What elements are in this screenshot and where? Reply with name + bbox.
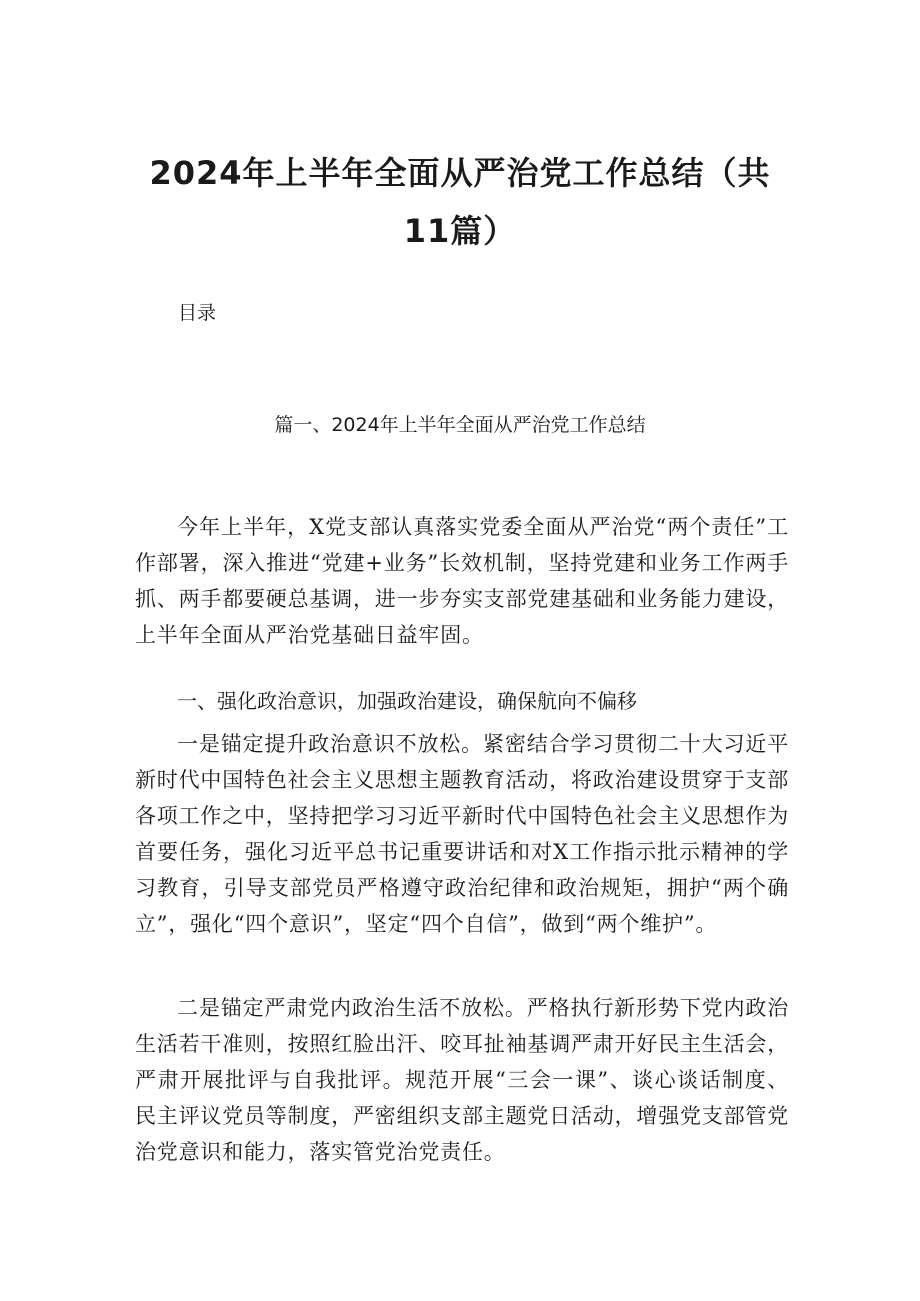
subheading-political-awareness: 一、强化政治意识，加强政治建设，确保航向不偏移 [177,689,637,713]
table-of-contents-label: 目录 [178,302,217,324]
document-title-line-2: 11篇） [403,212,517,250]
intro-paragraph: 今年上半年，X党支部认真落实党委全面从严治党“两个责任”工作部署，深入推进“党建+业务”长效机制，坚持党建和业务工作两手抓、两手都要硬总基调，进一步夯实支部党建基础和业务能力建设，上半年全面从严治党基础日益牢固。 [135,515,789,647]
section-heading: 篇一、2024年上半年全面从严治党工作总结 [274,414,646,436]
document-title-line-1: 2024年上半年全面从严治党工作总结（共 [149,154,771,192]
paragraph-party-political-life: 二是锚定严肃党内政治生活不放松。严格执行新形势下党内政治生活若干准则，按照红脸出汗、咬耳扯袖基调严肃开好民主生活会，严肃开展批评与自我批评。规范开展“三会一课”、谈心谈话制度、民主评议党员等制度，严密组织支部主题党日活动，增强党支部管党治党意识和能力，落实管党治党责任。 [135,996,789,1164]
paragraph-political-awareness: 一是锚定提升政治意识不放松。紧密结合学习贯彻二十大习近平新时代中国特色社会主义思想主题教育活动，将政治建设贯穿于支部各项工作之中，坚持把学习习近平新时代中国特色社会主义思想作为首要任务，强化习近平总书记重要讲话和对X工作指示批示精神的学习教育，引导支部党员严格遵守政治纪律和政治规矩，拥护“两个确立”，强化“四个意识”，坚定“四个自信”，做到“两个维护”。 [135,732,789,936]
